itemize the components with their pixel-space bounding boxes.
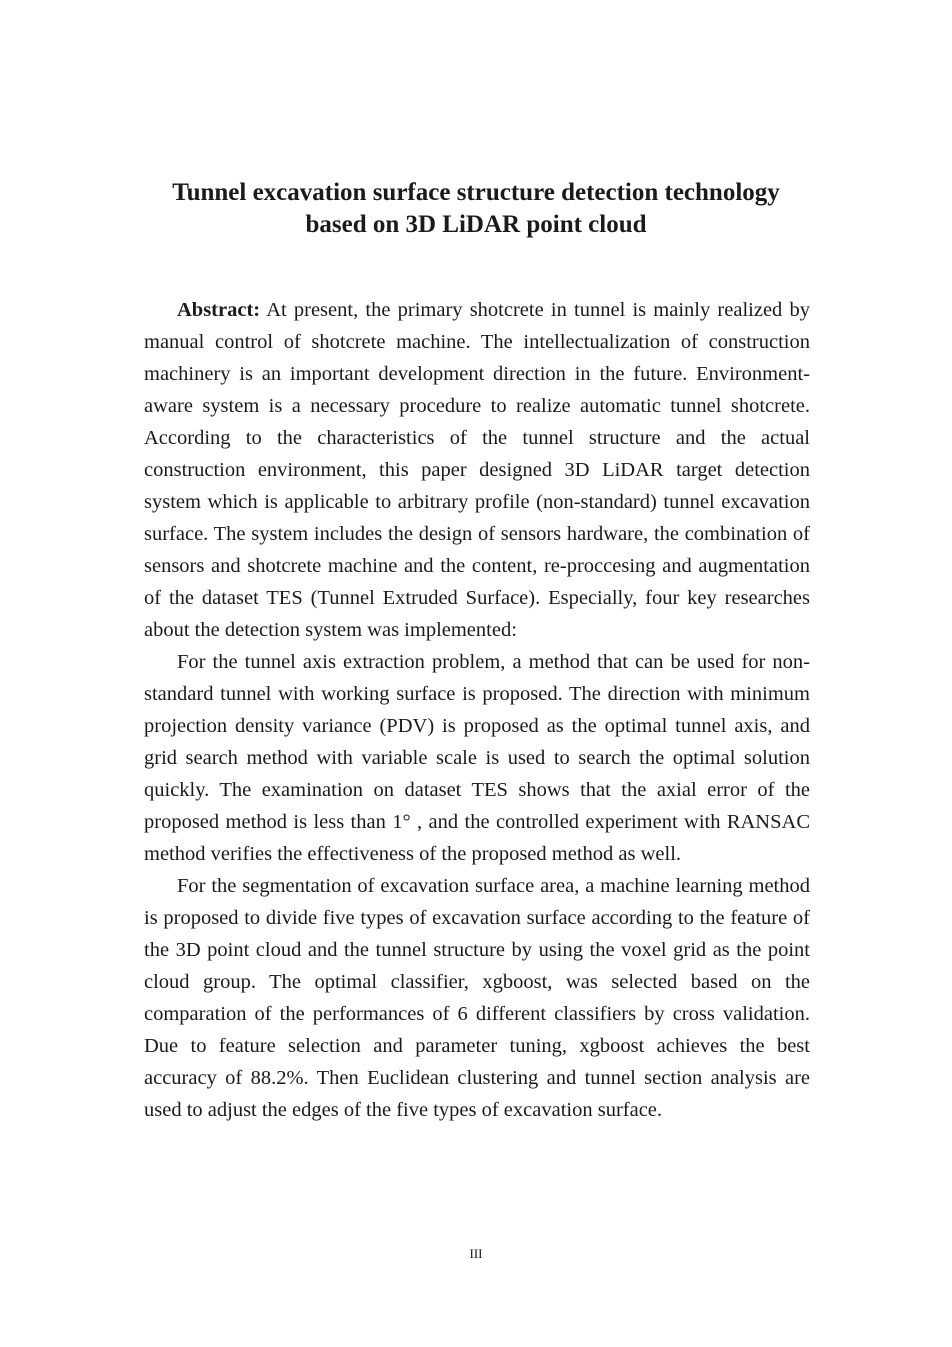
paper-title bbox=[120, 177, 832, 241]
abstract-paragraph-2: For the tunnel axis extraction problem, a method that can be used for non-standard tunnel with working surface is proposed. The direction with minimum projection density variance (PDV) is proposed as the optimal tunnel axis, and grid search method with variable scale is used to search the optimal solution quickly. The examination on dataset TES shows that the axial error of the proposed method is less than 1° , and the controlled experiment with RANSAC method verifies the effectiveness of the proposed method as well. bbox=[144, 651, 810, 865]
title-line-1: Tunnel excavation surface structure detection technology bbox=[172, 179, 780, 206]
abstract-label: Abstract: bbox=[177, 299, 261, 321]
abstract-paragraph-1-text: At present, the primary shotcrete in tunnel is mainly realized by manual control of shotcrete machine. The intellectualization of construction machinery is an important development direction in the future. Environment-aware system is a necessary procedure to realize automatic tunnel shotcrete. According to the characteristics of the tunnel structure and the actual construction environment, this paper designed 3D LiDAR target detection system which is applicable to arbitrary profile (non-standard) tunnel excavation surface. The system includes the design of sensors hardware, the combination of sensors and shotcrete machine and the content, re-proccesing and augmentation of the dataset TES (Tunnel Extruded Surface). Especially, four key researches about the detection system was implemented: bbox=[144, 299, 810, 641]
abstract-paragraph-3: For the segmentation of excavation surface area, a machine learning method is proposed to divide five types of excavation surface according to the feature of the 3D point cloud and the tunnel structure by using the voxel grid as the point cloud group. The optimal classifier, xgboost, was selected based on the comparation of the performances of 6 different classifiers by cross validation. Due to feature selection and parameter tuning, xgboost achieves the best accuracy of 88.2%. Then Euclidean clustering and tunnel section analysis are used to adjust the edges of the five types of excavation surface. bbox=[144, 875, 810, 1121]
abstract-section bbox=[144, 294, 810, 1126]
title-line-2: based on 3D LiDAR point cloud bbox=[305, 211, 647, 238]
page-number: III bbox=[469, 1246, 483, 1261]
abstract-paragraph-1 bbox=[144, 294, 810, 646]
